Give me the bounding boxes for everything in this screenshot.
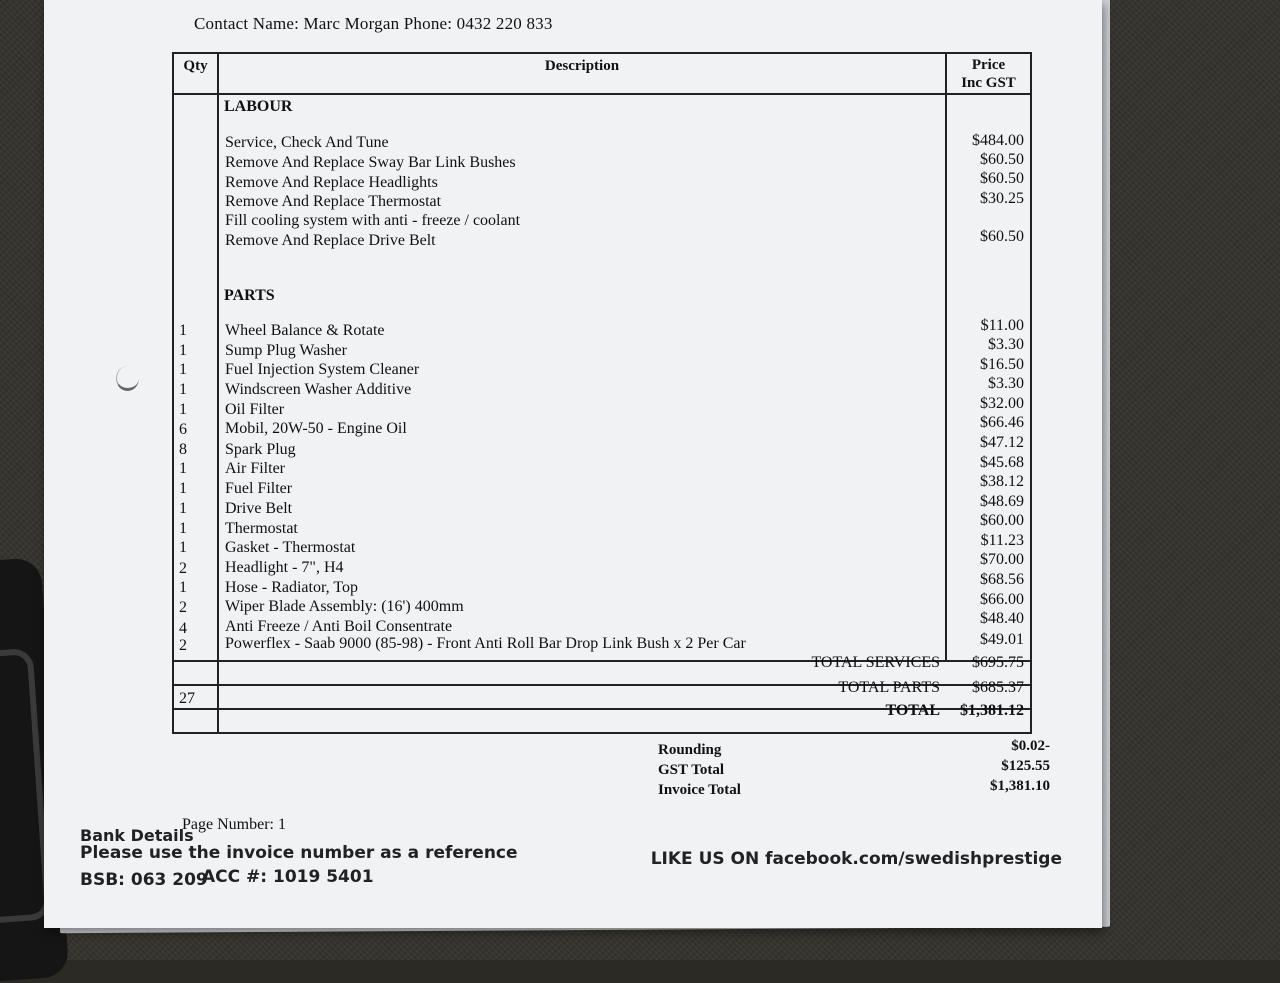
- row-price: $38.12: [980, 473, 1024, 490]
- row-price: $47.12: [980, 434, 1024, 451]
- row-description: Mobil, 20W-50 - Engine Oil: [225, 420, 407, 437]
- account-number: ACC #: 1019 5401: [202, 867, 374, 887]
- qty-column-divider: [217, 54, 219, 732]
- row-qty: 1: [179, 520, 187, 537]
- bsb-number: BSB: 063 209: [80, 870, 208, 890]
- row-description: Gasket - Thermostat: [225, 539, 356, 556]
- row-qty: 1: [179, 401, 187, 418]
- row-price: $32.00: [980, 395, 1024, 412]
- row-description: Fuel Injection System Cleaner: [225, 361, 420, 378]
- total-qty: 27: [179, 690, 195, 707]
- row-description: Remove And Replace Sway Bar Link Bushes: [225, 154, 516, 171]
- gst-value: $125.55: [1001, 758, 1050, 774]
- row-description: Headlight - 7", H4: [225, 559, 344, 576]
- row-description: Wiper Blade Assembly: (16') 400mm: [225, 598, 464, 615]
- row-description: Hose - Radiator, Top: [225, 579, 359, 596]
- total-services-value: $695.75: [972, 654, 1024, 671]
- total-services-label: TOTAL SERVICES: [811, 654, 940, 671]
- invoice-total-label: Invoice Total: [658, 782, 741, 798]
- bank-details-heading: Bank Details: [80, 826, 194, 845]
- row-price: $49.01: [980, 631, 1024, 648]
- invoice-page: [44, 0, 1102, 928]
- row-price: $48.40: [980, 610, 1024, 627]
- row-qty: 1: [179, 539, 187, 556]
- row-description: Oil Filter: [225, 401, 285, 418]
- row-description: Anti Freeze / Anti Boil Consentrate: [225, 618, 453, 635]
- row-qty: 6: [179, 421, 187, 438]
- row-price: $30.25: [980, 190, 1024, 207]
- parts-heading: PARTS: [224, 287, 275, 304]
- row-price: $3.30: [988, 336, 1024, 353]
- row-description: Drive Belt: [225, 500, 293, 517]
- total-parts-label: TOTAL PARTS: [838, 679, 940, 696]
- total-value: $1,381.12: [960, 702, 1024, 719]
- row-price: $60.50: [980, 228, 1024, 245]
- labour-heading: LABOUR: [224, 98, 293, 115]
- price-header-line2: Inc GST: [961, 75, 1016, 91]
- reference-note: Please use the invoice number as a reference: [80, 843, 518, 863]
- row-qty: 1: [179, 322, 187, 339]
- row-qty: 1: [179, 381, 187, 398]
- row-description: Remove And Replace Headlights: [225, 174, 438, 191]
- row-price: $16.50: [980, 356, 1024, 373]
- row-description: Sump Plug Washer: [225, 342, 347, 359]
- row-qty: 1: [179, 500, 187, 517]
- row-description: Remove And Replace Drive Belt: [225, 232, 436, 249]
- row-description: Wheel Balance & Rotate: [225, 322, 385, 339]
- header-divider: [174, 93, 1030, 95]
- punch-hole: [116, 366, 139, 391]
- row-description: Powerflex - Saab 9000 (85-98) - Front Anti Roll Bar Drop Link Bush x 2 Per Car: [225, 635, 746, 652]
- invoice-table: [172, 52, 1032, 734]
- invoice-total-value: $1,381.10: [990, 778, 1050, 794]
- total-label: TOTAL: [885, 702, 940, 719]
- rounding-label: Rounding: [658, 742, 722, 758]
- row-qty: 1: [179, 361, 187, 378]
- row-price: $48.69: [980, 493, 1024, 510]
- total-parts-value: $685.37: [972, 679, 1024, 696]
- row-qty: 2: [179, 637, 187, 654]
- row-price: $66.46: [980, 414, 1024, 431]
- row-qty: 2: [179, 599, 187, 616]
- row-description: Service, Check And Tune: [225, 134, 389, 151]
- row-qty: 2: [179, 560, 187, 577]
- rounding-value: $0.02-: [1011, 738, 1050, 754]
- row-price: $70.00: [980, 551, 1024, 568]
- row-qty: 1: [179, 480, 187, 497]
- row-qty: 8: [179, 441, 187, 458]
- contact-line: Contact Name: Marc Morgan Phone: 0432 220 833: [194, 14, 553, 33]
- row-description: Fuel Filter: [225, 480, 293, 497]
- row-price: $45.68: [980, 454, 1024, 471]
- row-price: $484.00: [972, 132, 1024, 149]
- row-description: Air Filter: [225, 460, 285, 477]
- row-price: $11.23: [980, 532, 1024, 549]
- row-description: Remove And Replace Thermostat: [225, 193, 442, 210]
- row-qty: 1: [179, 342, 187, 359]
- row-price: $3.30: [988, 375, 1024, 392]
- row-qty: 1: [179, 579, 187, 596]
- price-header: [947, 56, 1030, 92]
- row-price: $66.00: [980, 591, 1024, 608]
- row-description: Spark Plug: [225, 441, 296, 458]
- row-price: $11.00: [980, 317, 1024, 334]
- row-qty: 4: [179, 620, 187, 637]
- page-number: Page Number: 1: [182, 816, 286, 833]
- row-description: Windscreen Washer Additive: [225, 381, 412, 398]
- gst-label: GST Total: [658, 762, 725, 778]
- row-price: $60.50: [980, 170, 1024, 187]
- row-price: $60.50: [980, 151, 1024, 168]
- row-price: $60.00: [980, 512, 1024, 529]
- price-column-divider: [945, 54, 947, 662]
- qty-header: Qty: [183, 58, 208, 74]
- description-header: Description: [544, 58, 620, 74]
- row-description: Thermostat: [225, 520, 298, 537]
- row-price: $68.56: [980, 571, 1024, 588]
- row-description: Fill cooling system with anti - freeze / coolant: [225, 212, 521, 229]
- facebook-promo: LIKE US ON facebook.com/swedishprestige: [650, 849, 1062, 869]
- price-header-line1: Price: [971, 57, 1006, 73]
- row-qty: 1: [179, 460, 187, 477]
